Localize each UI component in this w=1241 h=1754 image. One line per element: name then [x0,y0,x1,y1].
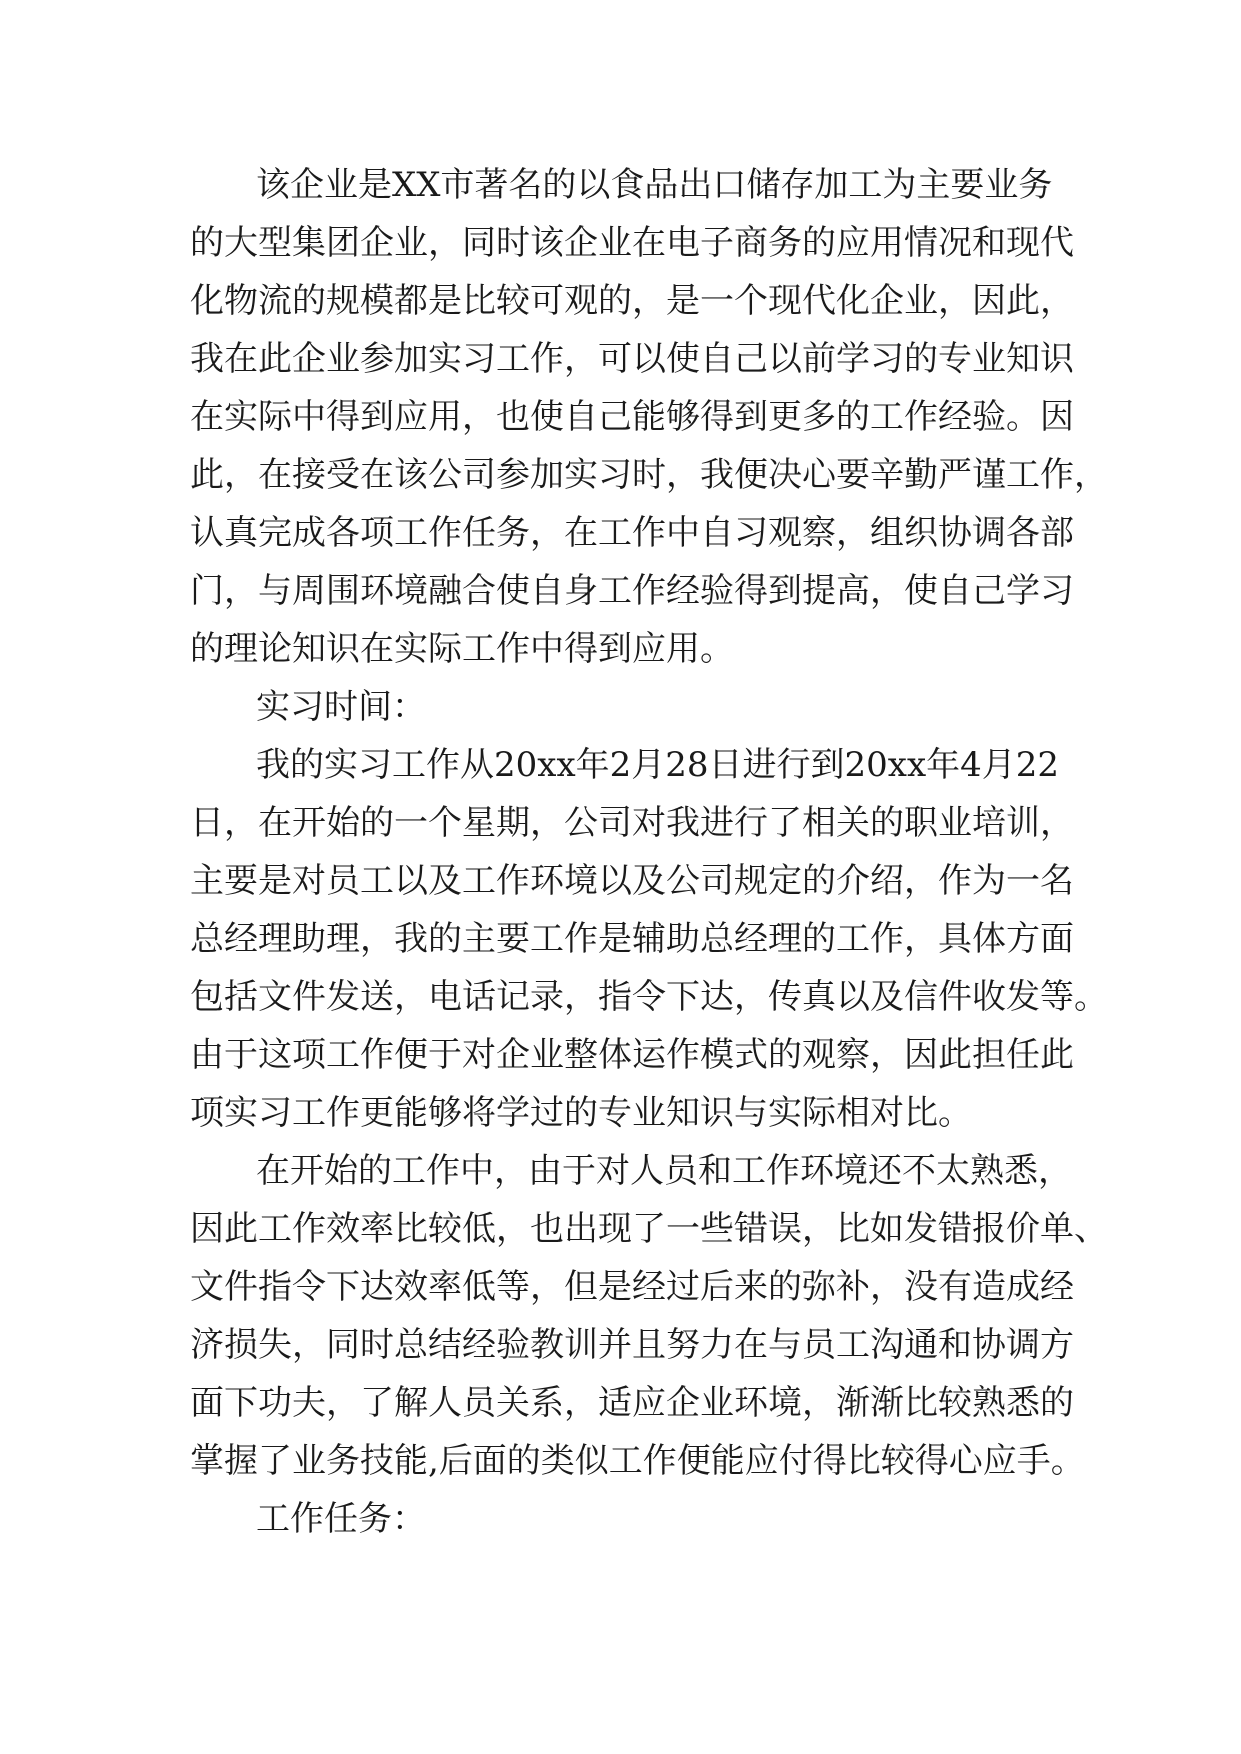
text-line: 日，在开始的一个星期，公司对我进行了相关的职业培训， [190,803,1074,843]
text-line: 由于这项工作便于对企业整体运作模式的观察，因此担任此 [190,1035,1074,1075]
text-line: 因此工作效率比较低，也出现了一些错误，比如发错报价单、 [190,1209,1108,1249]
text-line: 在实际中得到应用，也使自己能够得到更多的工作经验。因 [190,397,1074,437]
text-line: 的大型集团企业，同时该企业在电子商务的应用情况和现代 [190,223,1074,263]
text-line: 项实习工作更能够将学过的专业知识与实际相对比。 [190,1093,972,1133]
section-heading-internship-time: 实习时间： [256,687,426,727]
text-line: 的理论知识在实际工作中得到应用。 [190,629,734,669]
text-line: 文件指令下达效率低等，但是经过后来的弥补，没有造成经 [190,1267,1074,1307]
text-line: 化物流的规模都是比较可观的，是一个现代化企业，因此， [190,281,1074,321]
text-line: 主要是对员工以及工作环境以及公司规定的介绍，作为一名 [190,861,1074,901]
text-line: 此，在接受在该公司参加实习时，我便决心要辛勤严谨工作， [190,455,1108,495]
text-line: 掌握了业务技能,后面的类似工作便能应付得比较得心应手。 [190,1441,1085,1481]
section-heading-work-tasks: 工作任务： [256,1499,426,1539]
text-line: 门，与周围环境融合使自身工作经验得到提高，使自己学习 [190,571,1074,611]
text-line: 面下功夫，了解人员关系，适应企业环境，渐渐比较熟悉的 [190,1383,1074,1423]
text-line: 我在此企业参加实习工作，可以使自己以前学习的专业知识 [190,339,1074,379]
text-line: 我的实习工作从20xx年2月28日进行到20xx年4月22 [256,745,1060,785]
text-line: 总经理助理，我的主要工作是辅助总经理的工作，具体方面 [190,919,1074,959]
text-line: 该企业是XX市著名的以食品出口储存加工为主要业务 [256,165,1053,205]
text-line: 认真完成各项工作任务，在工作中自习观察，组织协调各部 [190,513,1074,553]
text-line: 在开始的工作中，由于对人员和工作环境还不太熟悉， [256,1151,1072,1191]
text-line: 济损失，同时总结经验教训并且努力在与员工沟通和协调方 [190,1325,1074,1365]
text-line: 包括文件发送，电话记录，指令下达，传真以及信件收发等。 [190,977,1108,1017]
